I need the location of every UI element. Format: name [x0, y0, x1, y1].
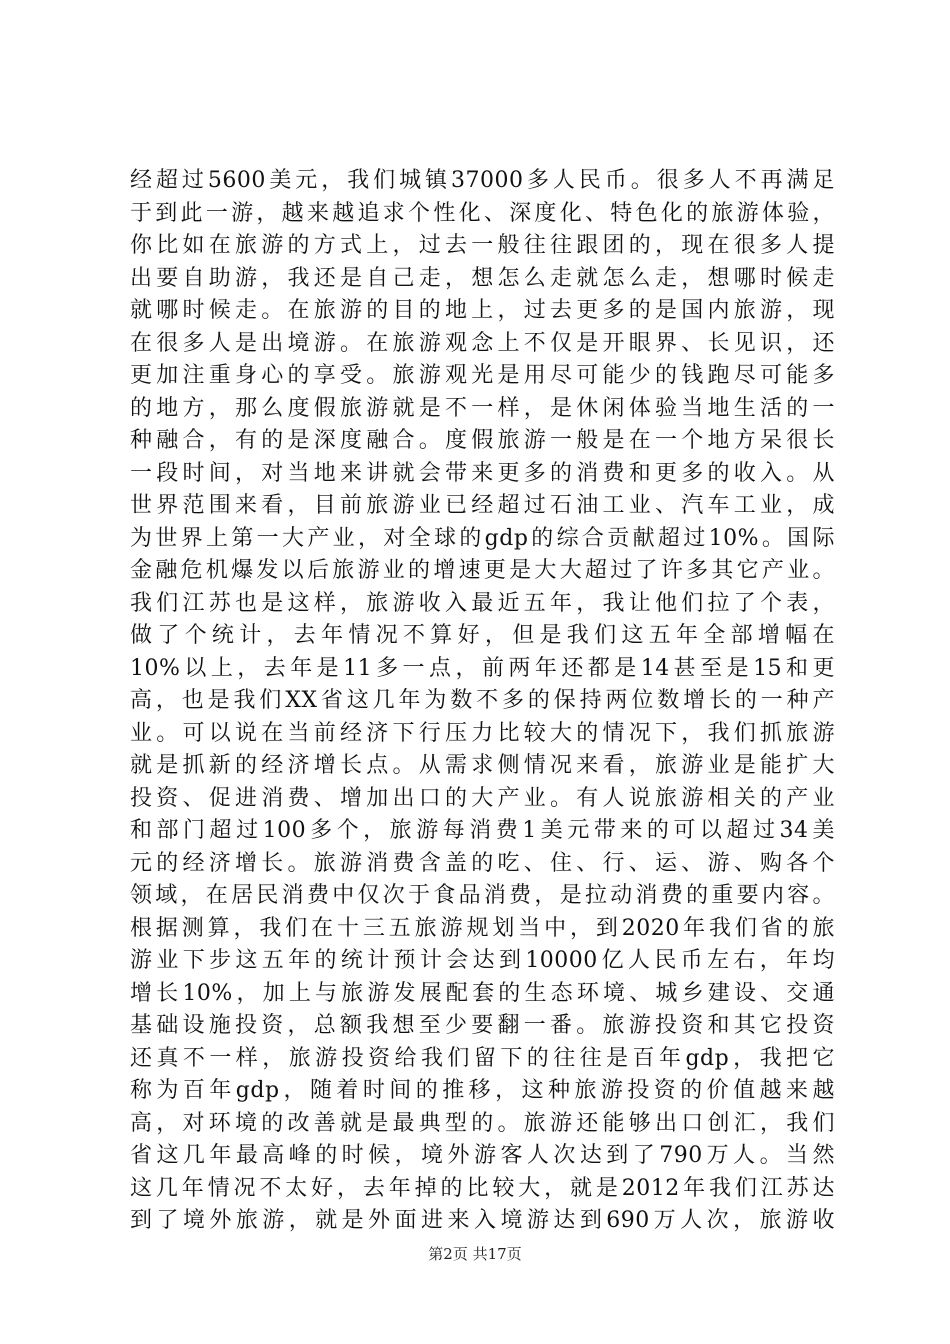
body-line: 就哪时候走。在旅游的目的地上，过去更多的是国内旅游，现 — [130, 298, 835, 323]
body-line: 这几年情况不太好，去年掉的比较大，就是2012年我们江苏达 — [130, 1175, 835, 1201]
body-line: 更加注重身心的享受。旅游观光是用尽可能少的钱跑尽可能多 — [130, 363, 835, 388]
page-footer: 第2页 共17页 — [428, 1245, 522, 1263]
body-line: 经超过5600美元，我们城镇37000多人民币。很多人不再满足 — [130, 168, 835, 193]
body-line: 增长10%，加上与旅游发展配套的生态环境、城乡建设、交通 — [130, 980, 835, 1006]
body-line: 还真不一样，旅游投资给我们留下的往往是百年gdp，我把它 — [130, 1045, 835, 1071]
body-line: 金融危机爆发以后旅游业的增速更是大大超过了许多其它产业。 — [130, 558, 835, 583]
body-line: 投资、促进消费、增加出口的大产业。有人说旅游相关的产业 — [130, 785, 835, 811]
body-line: 业。可以说在当前经济下行压力比较大的情况下，我们抓旅游 — [130, 720, 835, 746]
body-line: 一段时间，对当地来讲就会带来更多的消费和更多的收入。从 — [130, 460, 835, 486]
body-line: 游业下步这五年的统计预计会达到10000亿人民币左右，年均 — [130, 948, 835, 973]
body-line: 和部门超过100多个，旅游每消费1美元带来的可以超过34美 — [130, 818, 835, 843]
body-line: 种融合，有的是深度融合。度假旅游一般是在一个地方呆很长 — [130, 428, 835, 453]
body-line: 元的经济增长。旅游消费含盖的吃、住、行、运、游、购各个 — [130, 850, 835, 876]
body-line: 基础设施投资，总额我想至少要翻一番。旅游投资和其它投资 — [130, 1013, 835, 1038]
body-line: 根据测算，我们在十三五旅游规划当中，到2020年我们省的旅 — [130, 915, 835, 941]
body-line: 出要自助游，我还是自己走，想怎么走就怎么走，想哪时候走 — [130, 265, 835, 291]
body-line: 称为百年gdp，随着时间的推移，这种旅游投资的价值越来越 — [130, 1078, 835, 1103]
body-line: 高，也是我们XX省这几年为数不多的保持两位数增长的一种产 — [130, 688, 835, 713]
body-line: 领域，在居民消费中仅次于食品消费，是拉动消费的重要内容。 — [130, 883, 835, 908]
body-line: 于到此一游，越来越追求个性化、深度化、特色化的旅游体验， — [130, 200, 835, 226]
body-line: 世界范围来看，目前旅游业已经超过石油工业、汽车工业，成 — [130, 493, 835, 518]
body-line: 我们江苏也是这样，旅游收入最近五年，我让他们拉了个表， — [130, 590, 835, 616]
body-line: 10%以上，去年是11多一点，前两年还都是14甚至是15和更 — [130, 655, 835, 681]
body-line: 高，对环境的改善就是最典型的。旅游还能够出口创汇，我们 — [130, 1110, 835, 1136]
body-line: 省这几年最高峰的时候，境外游客人次达到了790万人。当然 — [130, 1143, 835, 1168]
body-line: 就是抓新的经济增长点。从需求侧情况来看，旅游业是能扩大 — [130, 753, 835, 778]
body-line: 到了境外旅游，就是外面进来入境游达到690万人次，旅游收 — [130, 1208, 835, 1233]
body-line: 做了个统计，去年情况不算好，但是我们这五年全部增幅在 — [130, 623, 835, 648]
body-line: 你比如在旅游的方式上，过去一般往往跟团的，现在很多人提 — [130, 233, 835, 258]
body-text — [130, 165, 835, 1238]
body-line: 的地方，那么度假旅游就是不一样，是休闲体验当地生活的一 — [130, 395, 835, 421]
body-line: 在很多人是出境游。在旅游观念上不仅是开眼界、长见识，还 — [130, 330, 835, 356]
body-line: 为世界上第一大产业，对全球的gdp的综合贡献超过10%。国际 — [130, 525, 835, 551]
